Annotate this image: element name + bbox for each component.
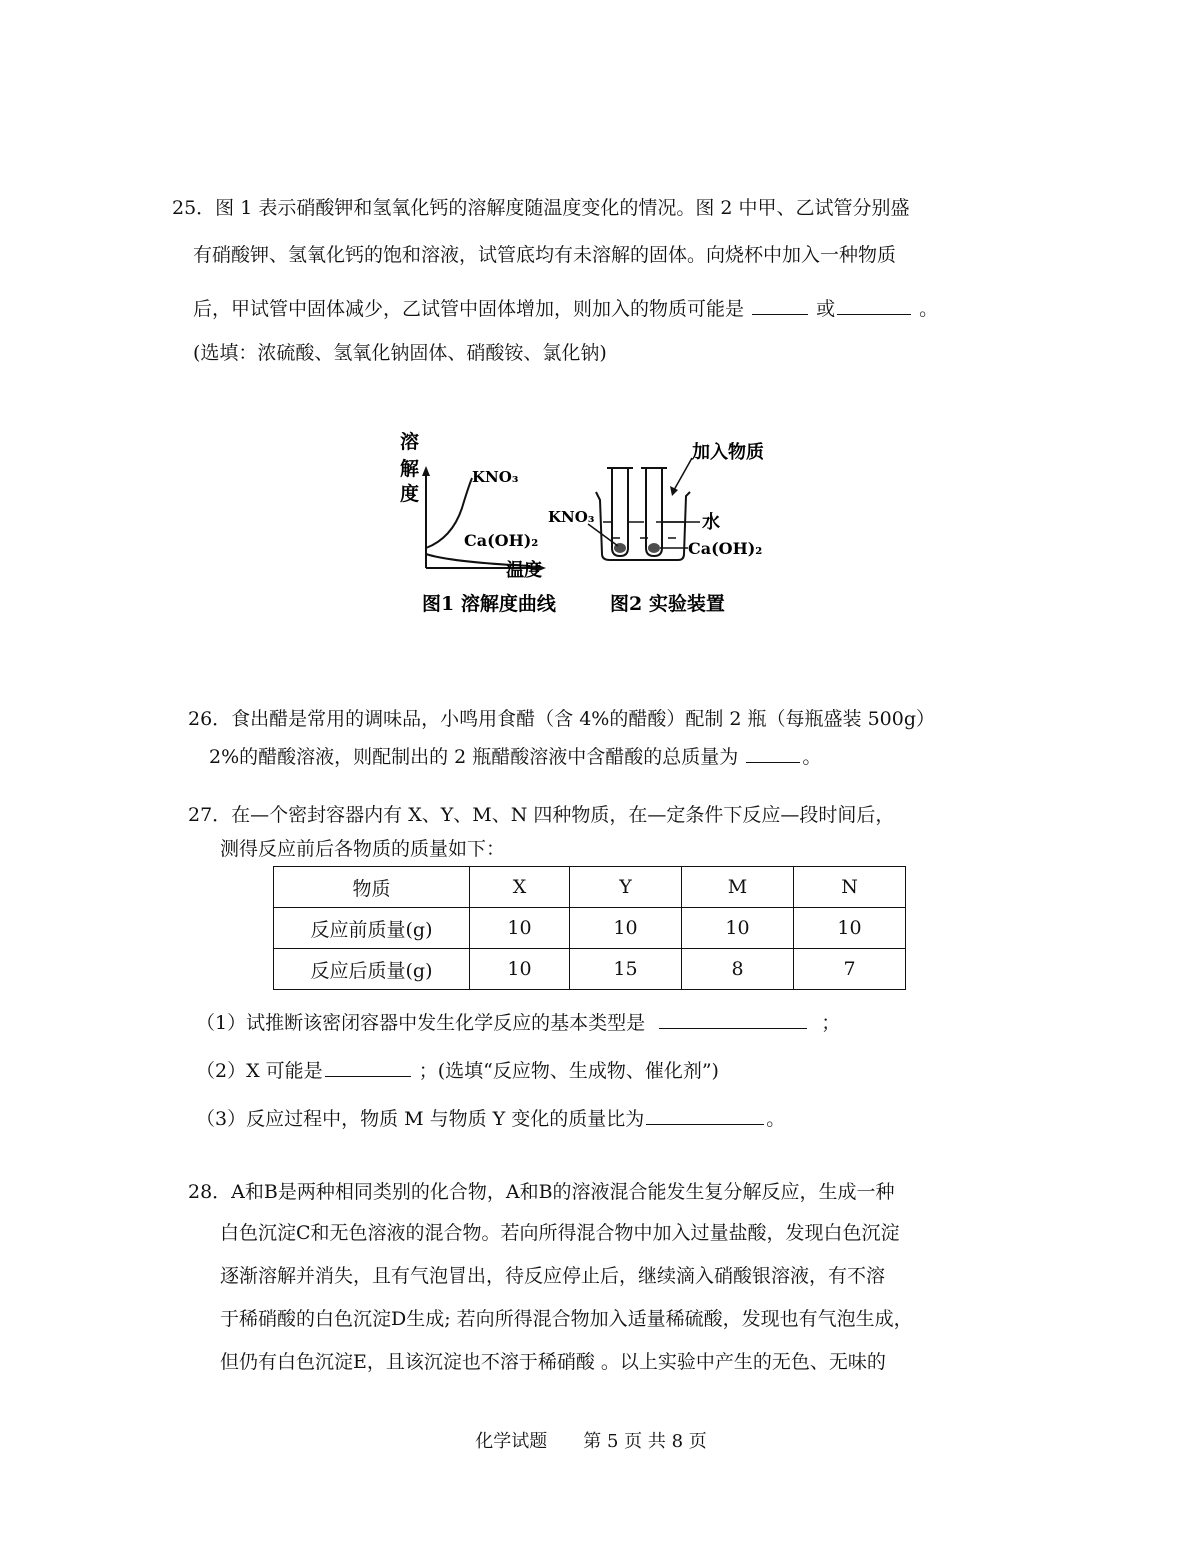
answer-blank-27-3[interactable] xyxy=(646,1106,764,1125)
answer-blank-25a[interactable] xyxy=(752,296,808,315)
q27-line-2: 测得反应前后各物质的质量如下： xyxy=(220,838,506,860)
page-footer: 化学试题 第 5 页 共 8 页 xyxy=(475,1431,707,1452)
q28-line-5: 但仍有白色沉淀E，且该沉淀也不溶于稀硝酸 。以上实验中产生的无色、无味的 xyxy=(220,1351,886,1373)
answer-blank-26[interactable] xyxy=(746,744,800,763)
fig2-add-label: 加入物质 xyxy=(692,442,764,463)
q25-line-3-text: 后，甲试管中固体减少，乙试管中固体增加，则加入的物质可能是 xyxy=(193,298,745,320)
q25-line-1: 25．图 1 表示硝酸钾和氢氧化钙的溶解度随温度变化的情况。图 2 中甲、乙试管分别盛 xyxy=(172,197,910,219)
table-cell: 10 xyxy=(682,908,794,949)
q28-line-3: 逐渐溶解并消失，且有气泡冒出，待反应停止后，继续滴入硝酸银溶液，有不溶 xyxy=(220,1265,886,1287)
q25-line-4: (选填：浓硫酸、氢氧化钠固体、硝酸铵、氯化钠) xyxy=(193,342,607,364)
answer-blank-27-2[interactable] xyxy=(325,1058,411,1077)
fig2-caoh-label: Ca(OH)₂ xyxy=(688,539,763,558)
fig1-xlabel: 温度 xyxy=(506,560,542,581)
q27-sub-1-text: （1）试推断该密闭容器中发生化学反应的基本类型是 xyxy=(196,1012,646,1034)
table-header-cell: N xyxy=(794,867,906,908)
q27-sub-1-semicolon: ； xyxy=(821,1012,841,1034)
fig1-ylabel-2: 解 xyxy=(400,458,420,480)
fig2-beaker xyxy=(596,492,690,560)
figure-drawing xyxy=(380,420,800,630)
table-cell: 反应后质量(g) xyxy=(274,949,470,990)
fig1-kno3-label: KNO₃ xyxy=(472,468,519,486)
table-cell: 8 xyxy=(682,949,794,990)
q26-line-1: 26．食出醋是常用的调味品，小鸣用食醋（含 4%的醋酸）配制 2 瓶（每瓶盛装 500g） xyxy=(188,708,935,730)
q27-sub-2-hint: ；(选填“反应物、生成物、催化剂”) xyxy=(418,1060,719,1082)
table-cell: 反应前质量(g) xyxy=(274,908,470,949)
table-cell: 10 xyxy=(470,908,570,949)
fig1-caption: 图1 溶解度曲线 xyxy=(422,593,556,615)
q27-sub-3 xyxy=(196,1106,785,1129)
answer-blank-27-1[interactable] xyxy=(659,1010,807,1029)
table-cell: 10 xyxy=(570,908,682,949)
solubility-figure xyxy=(380,420,800,630)
answer-blank-25b[interactable] xyxy=(837,296,911,315)
table-header-cell: M xyxy=(682,867,794,908)
q27-line-1: 27．在—个密封容器内有 X、Y、M、N 四种物质，在—定条件下反应—段时间后， xyxy=(188,804,895,826)
q25-or: 或 xyxy=(816,298,836,320)
table-cell: 10 xyxy=(470,949,570,990)
q25-line-2: 有硝酸钾、氢氧化钙的饱和溶液，试管底均有未溶解的固体。向烧杯中加入一种物质 xyxy=(193,244,897,266)
q25-period: 。 xyxy=(919,298,939,320)
q28-line-2: 白色沉淀C和无色溶液的混合物。若向所得混合物中加入过量盐酸，发现白色沉淀 xyxy=(220,1222,900,1244)
mass-table xyxy=(273,866,906,990)
q27-sub-3-text: （3）反应过程中，物质 M 与物质 Y 变化的质量比为 xyxy=(196,1108,645,1130)
q27-sub-1 xyxy=(196,1010,840,1033)
fig1-caoh-label: Ca(OH)₂ xyxy=(464,531,539,550)
table-row xyxy=(274,949,906,990)
q28-line-1: 28．A和B是两种相同类别的化合物，A和B的溶液混合能发生复分解反应，生成一种 xyxy=(188,1181,895,1203)
table-header-cell: Y xyxy=(570,867,682,908)
q26-line-2 xyxy=(209,744,821,767)
q25-line-3 xyxy=(193,296,938,319)
table-header-cell: 物质 xyxy=(274,867,470,908)
table-cell: 15 xyxy=(570,949,682,990)
q28-line-4: 于稀硝酸的白色沉淀D生成; 若向所得混合物加入适量稀硫酸，发现也有气泡生成， xyxy=(220,1308,913,1330)
q27-sub-2-text: （2）X 可能是 xyxy=(196,1060,323,1082)
fig2-kno3-label: KNO₃ xyxy=(548,508,595,526)
q27-sub-2 xyxy=(196,1058,719,1081)
table-row xyxy=(274,908,906,949)
table-header-row xyxy=(274,867,906,908)
fig2-caption: 图2 实验装置 xyxy=(610,593,725,615)
fig2-water-label: 水 xyxy=(702,512,720,533)
table-cell: 10 xyxy=(794,908,906,949)
fig1-ylabel-1: 溶 xyxy=(400,431,420,453)
fig1-ylabel-3: 度 xyxy=(400,483,420,505)
fig2-tube-yi xyxy=(646,468,662,556)
table-header-cell: X xyxy=(470,867,570,908)
table-cell: 7 xyxy=(794,949,906,990)
q26-period: 。 xyxy=(802,746,822,768)
q27-sub-3-period: 。 xyxy=(766,1108,786,1130)
fig1-y-arrow xyxy=(422,466,430,476)
q26-line-2-text: 2%的醋酸溶液，则配制出的 2 瓶醋酸溶液中含醋酸的总质量为 xyxy=(209,746,739,768)
